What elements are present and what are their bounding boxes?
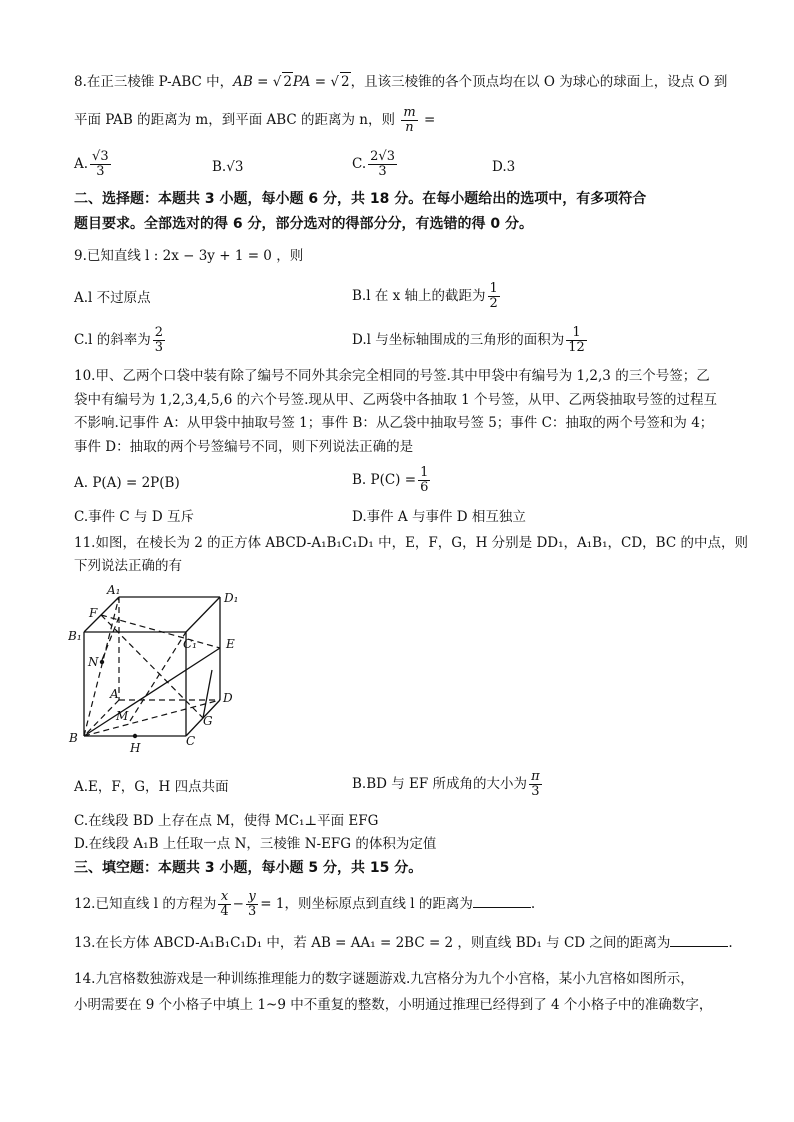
q12-end: . (530, 896, 536, 912)
q11-option-b (352, 770, 544, 799)
section2-heading-line1: 二、选择题：本题共 3 小题，每小题 6 分，共 18 分。在每小题给出的选项中，有多项符合 (74, 191, 647, 207)
q9-opt-d-text: D.l 与坐标轴围成的三角形的面积为 (352, 332, 565, 348)
q9-opt-b-text: B.l 在 x 轴上的截距为 (352, 288, 486, 304)
q8-option-d: D.3 (492, 159, 516, 175)
q12-answer-blank[interactable] (473, 895, 531, 908)
q11-line2: 下列说法正确的有 (74, 558, 182, 574)
q8-sqrt-sign: √ (272, 74, 282, 90)
q9-opt-d-frac (566, 326, 587, 355)
q11-opt-b-num: π (531, 769, 540, 784)
edge-a-b-hidden (84, 700, 119, 736)
q12-f2-num: y (246, 890, 258, 905)
q9-opt-d-num: 1 (566, 326, 587, 341)
q8-line2-text: 平面 PAB 的距离为 m，到平面 ABC 的距离为 n，则 (74, 112, 396, 128)
seg-b-e (84, 648, 220, 736)
q9-opt-c-den: 3 (154, 340, 164, 355)
q8-opt-a-num: √3 (92, 149, 109, 164)
section3-heading: 三、填空题：本题共 3 小题，每小题 5 分，共 15 分。 (74, 860, 423, 876)
q8-opt-c-den: 3 (378, 164, 387, 179)
q11-line1: 11.如图，在棱长为 2 的正方体 ABCD-A₁B₁C₁D₁ 中，E，F，G，H 分别是 DD₁，A₁B₁，CD，BC 的中点，则 (74, 535, 748, 551)
q12-stem (74, 890, 535, 919)
q8-opt-a-frac (90, 150, 111, 179)
label-g: G (203, 714, 213, 728)
label-b1: B₁ (68, 629, 82, 643)
q14-line2: 小明需要在 9 个小格子中填上 1~9 中不重复的整数，小明通过推理已经得到了 4 个小格子中的准确数字， (74, 997, 713, 1013)
q8-opt-c-label: C. (352, 156, 367, 172)
label-d: D (223, 691, 233, 705)
q8-frac-num: m (403, 105, 416, 120)
label-n: N (88, 655, 99, 669)
q11-option-a: A.E，F，G，H 四点共面 (74, 779, 229, 795)
q10-opt-b-text: B. P(C) = (352, 472, 417, 488)
q12-text-b: = 1，则坐标原点到直线 l 的距离为 (260, 896, 473, 912)
q8-stem (74, 72, 727, 91)
q10-option-b (352, 466, 432, 495)
point-h (133, 734, 137, 738)
label-e: E (226, 637, 235, 651)
q10-option-d: D.事件 A 与事件 D 相互独立 (352, 509, 526, 525)
q9-opt-c-frac (153, 326, 165, 355)
q8-sqrt-sign-2: √ (330, 74, 340, 90)
point-n (100, 660, 104, 664)
q11-opt-b-frac (529, 770, 542, 799)
q10-line2: 袋中有编号为 1,2,3,4,5,6 的六个号签.现从甲、乙两袋中各抽取 1 个号签，从甲、乙两袋抽取号签的过程互 (74, 392, 718, 408)
label-c1: C₁ (183, 637, 197, 651)
q12-f2-den: 3 (247, 904, 257, 919)
q10-line3: 不影响.记事件 A：从甲袋中抽取号签 1；事件 B：从乙袋中抽取号签 5；事件 C：抽取的两个号签和为 4； (74, 415, 714, 431)
q10-line4: 事件 D：抽取的两个号签编号不同，则下列说法正确的是 (74, 439, 414, 455)
q14-line1: 14.九宫格数独游戏是一种训练推理能力的数字谜题游戏.九宫格分为九个小宫格，某小九宫格如图所示， (74, 971, 694, 987)
q9-option-b (352, 282, 502, 311)
q9-option-a: A.l 不过原点 (74, 290, 151, 306)
label-a: A (110, 687, 119, 701)
label-a1: A₁ (107, 583, 121, 597)
q11-option-d: D.在线段 A₁B 上任取一点 N，三棱锥 N-EFG 的体积为定值 (74, 836, 437, 852)
seg-m-c1-hidden (130, 632, 186, 721)
q10-option-a: A. P(A) = 2P(B) (74, 475, 180, 491)
q10-option-c: C.事件 C 与 D 互斥 (74, 509, 194, 525)
q10-line1: 10.甲、乙两个口袋中装有除了编号不同外其余完全相同的号签.其中甲袋中有编号为 1,2,3 的三个号签；乙 (74, 368, 710, 384)
q9-opt-c-text: C.l 的斜率为 (74, 332, 151, 348)
q12-frac-y (246, 890, 258, 919)
q11-opt-b-den: 3 (531, 784, 540, 799)
seg-b-d-hidden (84, 700, 220, 736)
q10-opt-b-den: 6 (420, 480, 429, 495)
q9-option-d (352, 326, 589, 355)
q13-answer-blank[interactable] (670, 934, 728, 947)
q13-text-a: 13.在长方体 ABCD-A₁B₁C₁D₁ 中，若 AB = AA₁ = 2BC = 2 ，则直线 BD₁ 与 CD 之间的距离为 (74, 935, 671, 951)
q11-option-c: C.在线段 BD 上存在点 M，使得 MC₁⊥平面 EFG (74, 813, 379, 829)
q8-stem-text-2: ，且该三棱锥的各个顶点均在以 O 为球心的球面上，设点 O 到 (350, 74, 728, 90)
q12-f1-den: 4 (220, 904, 229, 919)
q8-option-b: B.√3 (212, 159, 244, 175)
q8-sqrt-radicand: 2 (283, 74, 292, 90)
q9-opt-b-frac (488, 282, 500, 311)
q8-opt-a-den: 3 (96, 164, 105, 179)
q8-equals: = (423, 112, 436, 128)
q11-opt-b-text: B.BD 与 EF 所成角的大小为 (352, 776, 528, 792)
q9-stem: 9.已知直线 l : 2x − 3y + 1 = 0 ，则 (74, 248, 304, 264)
q8-sqrt-radicand-2: 2 (341, 74, 350, 90)
q8-eq-ab: AB = (233, 74, 273, 90)
q9-opt-b-num: 1 (489, 281, 498, 296)
q10-opt-b-num: 1 (420, 465, 429, 480)
q8-option-a (74, 150, 113, 179)
label-d1: D₁ (224, 591, 239, 605)
q12-minus: − (232, 896, 244, 912)
q8-fraction (401, 106, 417, 135)
q8-stem-text: 8.在正三棱锥 P-ABC 中， (74, 74, 234, 90)
q8-option-c (352, 150, 399, 179)
label-h: H (130, 741, 141, 755)
q8-eq-pa: PA = (292, 74, 331, 90)
q8-frac-den: n (405, 120, 414, 135)
q8-opt-a-label: A. (74, 156, 89, 172)
cube-figure (68, 580, 248, 760)
q10-opt-b-frac (418, 466, 430, 495)
q8-opt-c-frac (368, 150, 397, 179)
q13-end: . (728, 935, 733, 951)
q9-opt-d-den: 12 (568, 340, 585, 355)
q12-text-a: 12.已知直线 l 的方程为 (74, 896, 217, 912)
label-f: F (89, 606, 98, 620)
section2-heading-line2: 题目要求。全部选对的得 6 分，部分选对的得部分分，有选错的得 0 分。 (74, 216, 533, 232)
q9-opt-b-den: 2 (489, 296, 498, 311)
q9-opt-c-num: 2 (154, 325, 164, 340)
q12-frac-x (218, 890, 230, 919)
label-m: M (116, 709, 129, 723)
edge-d1-c1 (186, 597, 220, 632)
label-b: B (69, 731, 78, 745)
q13-stem (74, 934, 733, 952)
q9-option-c (74, 326, 167, 355)
label-c: C (186, 734, 196, 748)
q8-line2 (74, 106, 435, 135)
q8-opt-c-num: 2√3 (370, 149, 395, 164)
q12-f1-num: x (218, 890, 230, 905)
